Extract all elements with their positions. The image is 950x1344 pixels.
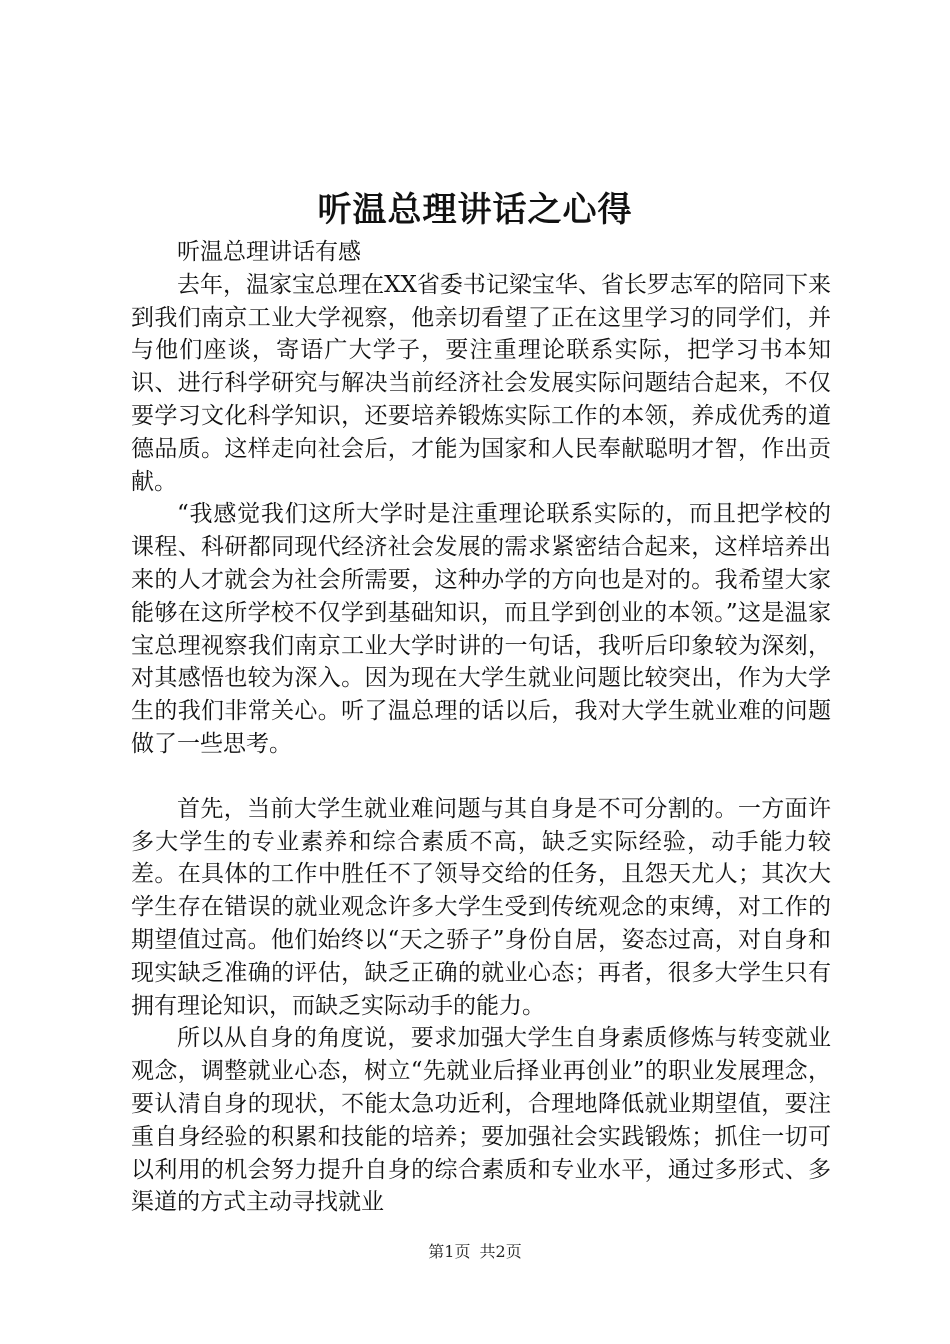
paragraph: 首先，当前大学生就业难问题与其自身是不可分割的。一方面许多大学生的专业素养和综合素质不高，缺乏实际经验，动手能力较差。在具体的工作中胜任不了领导交给的任务，且怨天尤人；其次大学生存在错误的就业观念许多大学生受到传统观念的束缚，对工作的期望值过高。他们始终以“天之骄子”身份自居，姿态过高，对自身和现实缺乏准确的评估，缺乏正确的就业心态；再者，很多大学生只有拥有理论知识，而缺乏实际动手的能力。 <box>131 795 831 1019</box>
page-total: 共2页 <box>479 1242 522 1261</box>
paragraph-subtitle: 听温总理讲话有感 <box>177 239 361 265</box>
page-footer <box>0 1242 950 1262</box>
document-title: 听温总理讲话之心得 <box>317 190 633 230</box>
paragraph: “我感觉我们这所大学时是注重理论联系实际的，而且把学校的课程、科研都同现代经济社会发展的需求紧密结合起来，这样培养出来的人才就会为社会所需要，这种办学的方向也是对的。我希望大家能够在这所学校不仅学到基础知识，而且学到创业的本领。”这是温家宝总理视察我们南京工业大学时讲的一句话，我听后印象较为深刻，对其感悟也较为深入。因为现在大学生就业问题比较突出，作为大学生的我们非常关心。听了温总理的话以后，我对大学生就业难的问题做了一些思考。 <box>131 501 831 757</box>
paragraph: 所以从自身的角度说，要求加强大学生自身素质修炼与转变就业观念，调整就业心态，树立“先就业后择业再创业”的职业发展理念，要认清自身的现状，不能太急功近利，合理地降低就业期望值，要注重自身经验的积累和技能的培养；要加强社会实践锻炼；抓住一切可以利用的机会努力提升自身的综合素质和专业水平，通过多形式、多渠道的方式主动寻找就业 <box>131 1025 831 1216</box>
document-body <box>131 236 831 1219</box>
paragraph: 去年，温家宝总理在XX省委书记梁宝华、省长罗志军的陪同下来到我们南京工业大学视察，他亲切看望了正在这里学习的同学们，并与他们座谈，寄语广大学子，要注重理论联系实际，把学习书本知识、进行科学研究与解决当前经济社会发展实际问题结合起来，不仅要学习文化科学知识，还要培养锻炼实际工作的本领，养成优秀的道德品质。这样走向社会后，才能为国家和人民奉献聪明才智，作出贡献。 <box>131 271 831 495</box>
page-number: 第1页 <box>428 1242 471 1261</box>
